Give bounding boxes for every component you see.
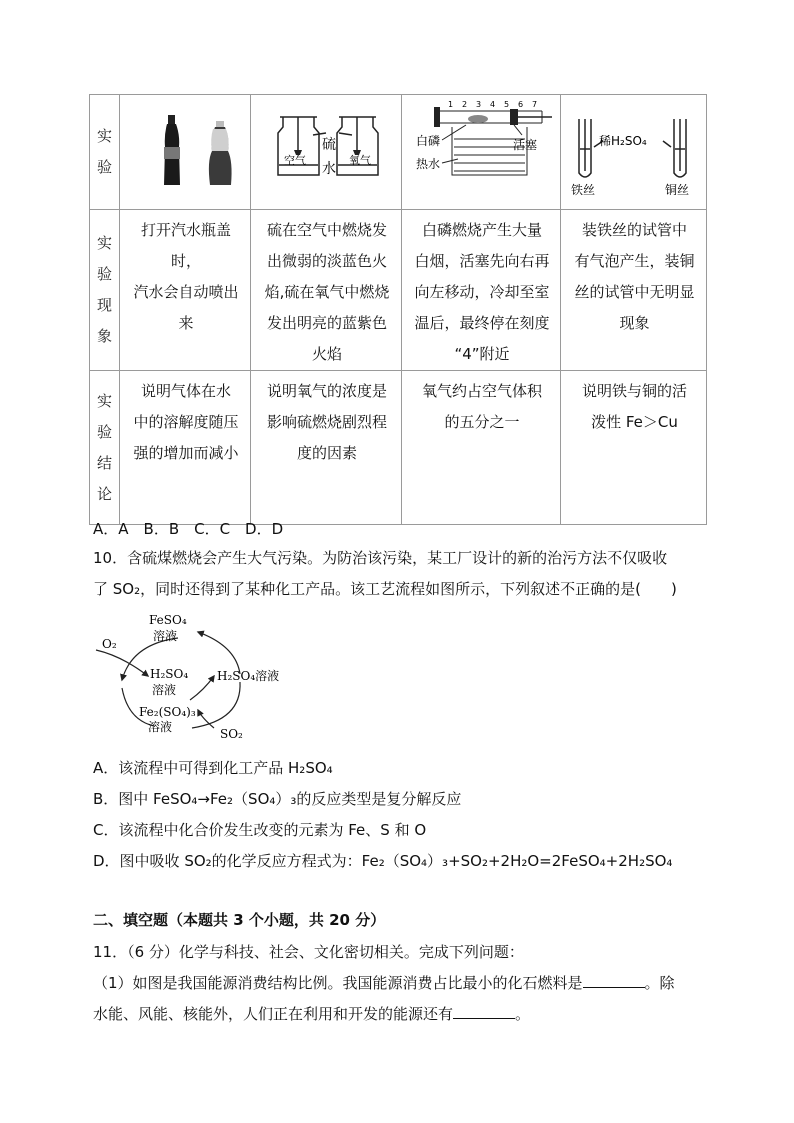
label-oxygen: 氧气 xyxy=(349,154,371,167)
label-copper-wire: 铜丝 xyxy=(665,183,690,197)
label-h2so4-solution: 溶液 xyxy=(152,683,177,697)
svg-text:3: 3 xyxy=(476,100,482,109)
q10-option-d: D．图中吸收 SO₂的化学反应方程式为：Fe₂（SO₄）₃+SO₂+2H₂O=2FeSO₄+2H₂SO₄ xyxy=(93,852,673,870)
label-fe2so43: Fe₂(SO₄)₃ xyxy=(139,705,196,719)
svg-text:4: 4 xyxy=(490,100,496,109)
section2-heading: 二、填空题（本题共 3 个小题，共 20 分） xyxy=(93,911,386,929)
q10-option-b: B．图中 FeSO₄→Fe₂（SO₄）₃的反应类型是复分解反应 xyxy=(93,790,462,808)
svg-text:2: 2 xyxy=(462,100,468,109)
q10-stem-line1: 10．含硫煤燃烧会产生大气污染。为防治该污染，某工厂设计的新的治污方法不仅吸收 xyxy=(93,549,668,567)
q10-stem-line2: 了 SO₂，同时还得到了某种化工产品。该工艺流程如图所示，下列叙述不正确的是( ) xyxy=(93,580,677,598)
row-header-experiment: 实 验 xyxy=(90,95,120,210)
answer-blank-1[interactable] xyxy=(583,973,645,988)
phenomenon-a: 打开汽水瓶盖时， 汽水会自动喷出 来 xyxy=(120,210,251,371)
label-iron-wire: 铁丝 xyxy=(571,183,596,197)
q9-options: A．A B．B C．C D．D xyxy=(93,520,284,538)
figure-white-phosphorus xyxy=(402,95,561,210)
svg-text:5: 5 xyxy=(504,100,510,109)
q11-stem: 11．（6 分）化学与科技、社会、文化密切相关。完成下列问题： xyxy=(93,943,524,961)
label-feso4: FeSO₄ xyxy=(149,613,187,627)
label-air: 空气 xyxy=(284,154,306,167)
soda-bottle-closed-icon xyxy=(164,115,180,185)
q11-part1-line1: （1）如图是我国能源消费结构比例。我国能源消费占比最小的化石燃料是 。除 xyxy=(93,974,675,992)
label-hot-water: 热水 xyxy=(416,157,441,171)
q10-option-a: A．该流程中可得到化工产品 H₂SO₄ xyxy=(93,759,333,777)
row-header-phenomenon: 实 验 现 象 xyxy=(90,210,120,371)
answer-blank-2[interactable] xyxy=(453,1004,515,1019)
svg-text:7: 7 xyxy=(532,100,538,109)
label-so2: SO₂ xyxy=(220,727,243,741)
svg-text:6: 6 xyxy=(518,100,524,109)
svg-text:1: 1 xyxy=(448,100,454,109)
figure-soda-bottles xyxy=(120,95,251,210)
label-h2so4-output: H₂SO₄溶液 xyxy=(217,669,280,683)
conclusion-b: 说明氧气的浓度是 影响硫燃烧剧烈程 度的因素 xyxy=(251,371,402,525)
conclusion-d: 说明铁与铜的活 泼性 Fe＞Cu xyxy=(561,371,707,525)
label-h2so4: H₂SO₄ xyxy=(150,667,189,681)
q10-process-diagram xyxy=(92,610,302,745)
q10-option-c: C．该流程中化合价发生改变的元素为 Fe、S 和 O xyxy=(93,821,427,839)
label-feso4-solution: 溶液 xyxy=(153,629,178,643)
label-dilute-acid: 稀H₂SO₄ xyxy=(599,134,647,148)
figure-test-tubes xyxy=(561,95,707,210)
phenomenon-d: 装铁丝的试管中 有气泡产生，装铜 丝的试管中无明显 现象 xyxy=(561,210,707,371)
soda-bottle-open-icon xyxy=(209,121,232,185)
label-fe2so43-solution: 溶液 xyxy=(148,720,173,734)
q11-part1-line2: 水能、风能、核能外，人们正在利用和开发的能源还有 。 xyxy=(93,1005,531,1023)
label-white-phosphorus: 白磷 xyxy=(416,134,441,148)
phenomenon-c: 白磷燃烧产生大量 白烟，活塞先向右再 向左移动，冷却至室 温后，最终停在刻度 “4”附近 xyxy=(402,210,561,371)
label-piston: 活塞 xyxy=(513,138,538,152)
conclusion-a: 说明气体在水 中的溶解度随压 强的增加而减小 xyxy=(120,371,251,525)
figure-sulfur-combustion xyxy=(251,95,402,210)
phenomenon-b: 硫在空气中燃烧发 出微弱的淡蓝色火 焰,硫在氧气中燃烧 发出明亮的蓝紫色 火焰 xyxy=(251,210,402,371)
conclusion-c: 氧气约占空气体积 的五分之一 xyxy=(402,371,561,525)
label-water: 水 xyxy=(322,161,336,177)
label-o2: O₂ xyxy=(102,637,117,651)
experiment-table xyxy=(89,94,707,525)
row-header-conclusion: 实 验 结 论 xyxy=(90,371,120,525)
label-sulfur: 硫 xyxy=(322,137,336,153)
